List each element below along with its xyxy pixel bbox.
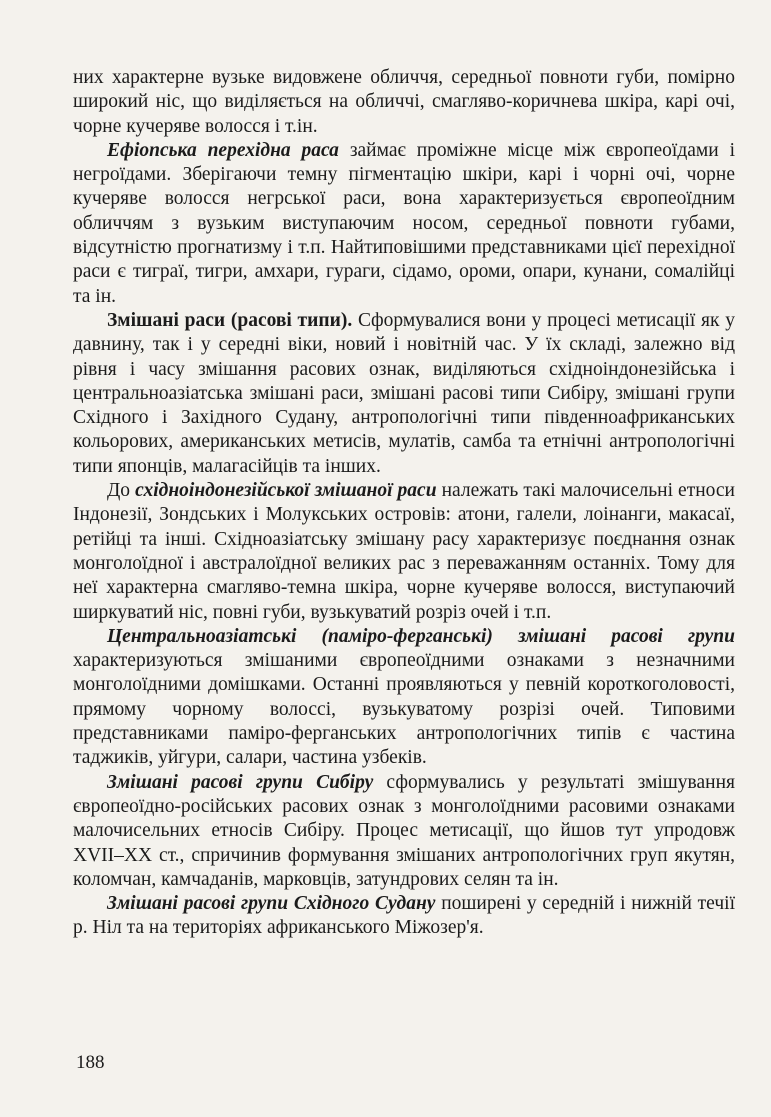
paragraph-continuation	[73, 66, 735, 139]
paragraph-heading: Змішані расові групи Східного Судану	[107, 893, 436, 915]
paragraph-heading: Змішані раси (расові типи).	[107, 309, 353, 331]
paragraph-text: поширені у середній і нижній течії р. Ніл та на територіях африканського Міжозер'я.	[73, 893, 735, 939]
paragraph-heading: Центральноазіатські (паміро-ферганські) змішані расові групи	[107, 625, 735, 647]
paragraph-mixed-races	[73, 309, 735, 479]
paragraph-east-indonesian	[73, 479, 735, 625]
paragraph-heading: Змішані расові групи Сибіру	[107, 771, 374, 793]
paragraph-prefix: До	[107, 480, 136, 502]
paragraph-east-sudan	[73, 892, 735, 941]
paragraph-central-asian	[73, 625, 735, 771]
paragraph-heading: Ефіопська перехідна раса	[107, 139, 339, 161]
paragraph-text: характеризуються змішаними європеоїдними ознаками з незначними монголоїдними домішками. Останні проявляються у певній короткоголовості, прямому чорному волоссі, вузькуватому розрізі очей. Типовими представниками паміро-ферганських антропологічних типів є частина таджиків, уйгури, салари, частина узбеків.	[73, 650, 735, 769]
paragraph-heading: східноіндонезійської змішаної раси	[135, 480, 437, 502]
paragraph-siberia	[73, 771, 735, 892]
paragraph-text: них характерне вузьке видовжене обличчя, середньої повноти губи, помірно широкий ніс, що виділяється на обличчі, смагляво-коричнева шкіра, карі очі, чорне кучеряве волосся і т.ін.	[73, 67, 735, 137]
paragraph-ethiopian-race	[73, 139, 735, 309]
paragraph-text: Сформувалися вони у процесі метисації як у давнину, так і у середні віки, новий і новітній час. У їх складі, залежно від рівня і часу змішання расових ознак, виділяються східноіндонезійська і центральноазіатська змішані раси, змішані расові типи Сибіру, змішані групи Східного і Західного Судану, антропологічні типи південноафриканських кольорових, американських метисів, мулатів, самба та етнічні антропологічні типи японців, малагасійців та інших.	[73, 309, 735, 477]
body-text	[73, 66, 735, 941]
paragraph-text: займає проміжне місце між європеоїдами і негроїдами. Зберігаючи темну пігментацію шкіри, карі і чорні очі, чорне кучеряве волосся негрської раси, вона характеризується європеоїдним обличчям з вузьким виступаючим носом, середньої повноти губами, відсутністю прогнатизму і т.п. Найтиповішими представниками цієї перехідної раси є тиграї, тигри, амхари, гураги, сідамо, ороми, опари, кунани, сомалійці та ін.	[73, 139, 735, 307]
paragraph-text: сформувались у результаті змішування європеоїдно-російських расових ознак з монголоїдними расовими ознаками малочисельних етносів Сибіру. Процес метисації, що йшов тут упродовж XVII–XX ст., спричинив формування змішаних антропологічних груп якутян, коломчан, камчаданів, марковців, затундрових селян та ін.	[73, 771, 735, 890]
paragraph-text: належать такі малочисельні етноси Індонезії, Зондських і Молукських островів: атони, галели, лоінанги, макасаї, ретійці та інші. Східноазіатську змішану расу характеризує поєднання ознак монголоїдної і австралоїдної великих рас з переважанням останніх. Тому для неї характерна смагляво-темна шкіра, чорне кучеряве волосся, виступаючий ширкуватий ніс, повні губи, вузькуватий розріз очей і т.п.	[73, 480, 735, 623]
page-number: 188	[76, 1052, 105, 1073]
